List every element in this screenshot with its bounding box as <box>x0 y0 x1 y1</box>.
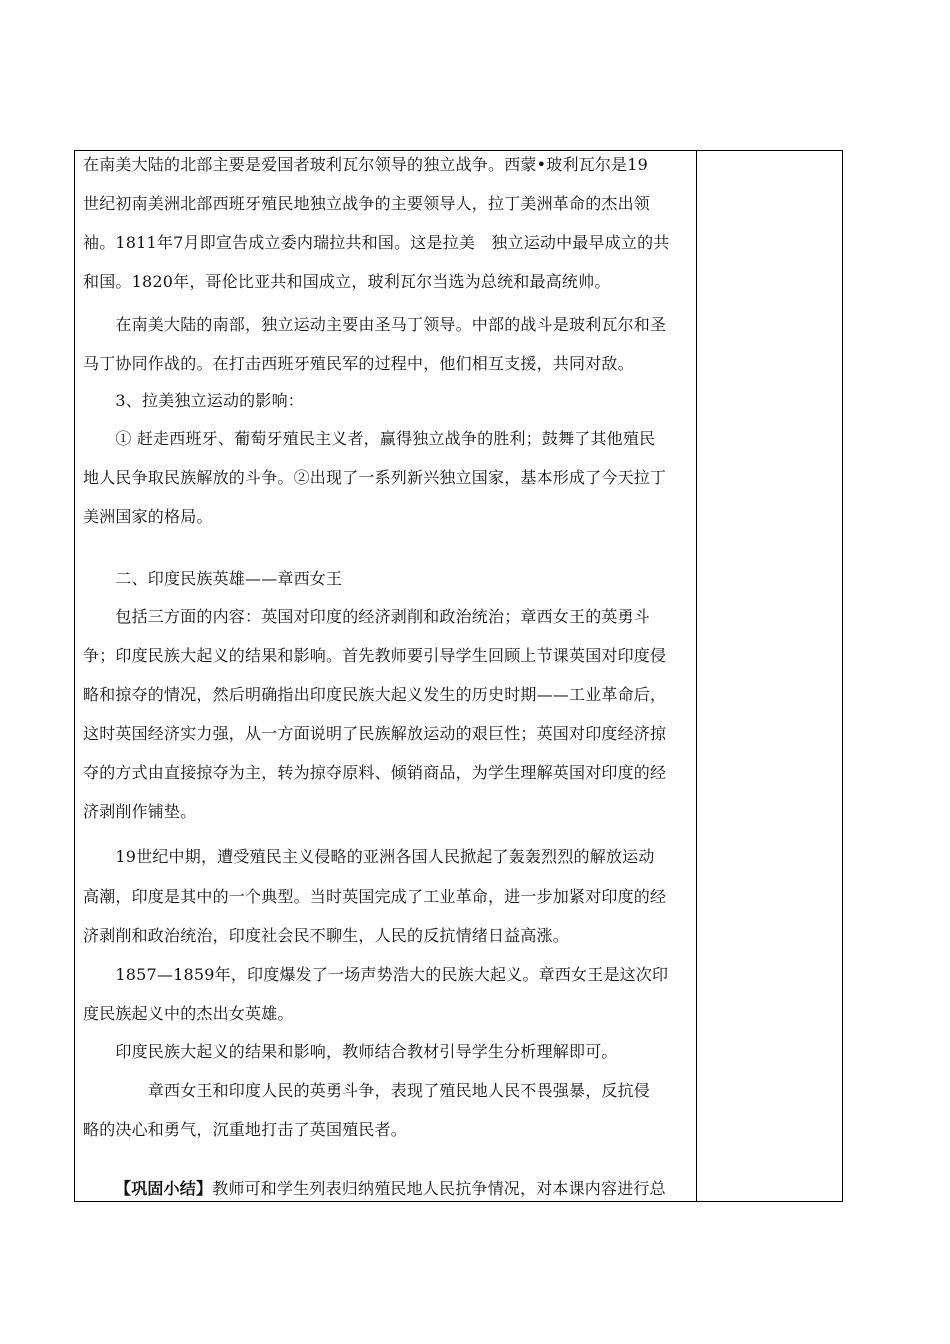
paragraph-line: 地人民争取民族解放的斗争。②出现了一系列新兴独立国家，基本形成了今天拉丁 <box>83 468 667 487</box>
paragraph-line: 印度民族大起义的结果和影响，教师结合教材引导学生分析理解即可。 <box>83 1042 618 1061</box>
paragraph-line: 马丁协同作战的。在打击西班牙殖民军的过程中，他们相互支援，共同对敌。 <box>83 354 634 373</box>
paragraph-line: 争；印度民族大起义的结果和影响。首先教师要引导学生回顾上节课英国对印度侵 <box>83 646 667 665</box>
paragraph-line: 和国。1820年，哥伦比亚共和国成立，玻利瓦尔当选为总统和最高统帅。 <box>83 272 611 291</box>
summary-line <box>83 1179 666 1199</box>
paragraph-line: 略和掠夺的情况，然后明确指出印度民族大起义发生的历史时期——工业革命后， <box>83 685 667 704</box>
paragraph-line: 略的决心和勇气，沉重地打击了英国殖民者。 <box>83 1120 408 1139</box>
paragraph-line: 世纪初南美洲北部西班牙殖民地独立战争的主要领导人，拉丁美洲革命的杰出领 <box>83 194 651 213</box>
notes-column-divider <box>696 151 697 1201</box>
paragraph-line: 济剥削作铺垫。 <box>83 802 197 821</box>
paragraph-line: 包括三方面的内容：英国对印度的经济剥削和政治统治；章西女王的英勇斗 <box>83 607 651 626</box>
lesson-table <box>74 150 843 1202</box>
paragraph-line: 这时英国经济实力强，从一方面说明了民族解放运动的艰巨性；英国对印度经济掠 <box>83 724 667 743</box>
paragraph-line: 济剥削和政治统治，印度社会民不聊生，人民的反抗情绪日益高涨。 <box>83 926 570 945</box>
summary-text: 教师可和学生列表归纳殖民地人民抗争情况，对本课内容进行总 <box>212 1179 666 1198</box>
paragraph-line: 美洲国家的格局。 <box>83 507 213 526</box>
paragraph-line: 章西女王和印度人民的英勇斗争，表现了殖民地人民不畏强暴，反抗侵 <box>83 1081 651 1100</box>
paragraph-line: 度民族起义中的杰出女英雄。 <box>83 1004 294 1023</box>
paragraph-line: 在南美大陆的北部主要是爱国者玻利瓦尔领导的独立战争。西蒙•玻利瓦尔是19 <box>83 155 648 174</box>
paragraph-line: 1857—1859年，印度爆发了一场声势浩大的民族大起义。章西女王是这次印 <box>83 965 669 984</box>
paragraph-line: ① 赶走西班牙、葡萄牙殖民主义者，赢得独立战争的胜利；鼓舞了其他殖民 <box>83 429 656 448</box>
paragraph-line: 在南美大陆的南部，独立运动主要由圣马丁领导。中部的战斗是玻利瓦尔和圣 <box>83 315 667 334</box>
paragraph-line: 3、拉美独立运动的影响： <box>83 391 304 410</box>
paragraph-line: 袖。1811年7月即宣告成立委内瑞拉共和国。这是拉美 独立运动中最早成立的共 <box>83 233 670 252</box>
paragraph-line: 19世纪中期，遭受殖民主义侵略的亚洲各国人民掀起了轰轰烈烈的解放运动 <box>83 847 655 866</box>
summary-label: 【巩固小结】 <box>115 1179 213 1198</box>
section-heading: 二、印度民族英雄——章西女王 <box>83 569 343 588</box>
paragraph-line: 夺的方式由直接掠夺为主，转为掠夺原料、倾销商品，为学生理解英国对印度的经 <box>83 763 667 782</box>
paragraph-line: 高潮，印度是其中的一个典型。当时英国完成了工业革命，进一步加紧对印度的经 <box>83 887 667 906</box>
